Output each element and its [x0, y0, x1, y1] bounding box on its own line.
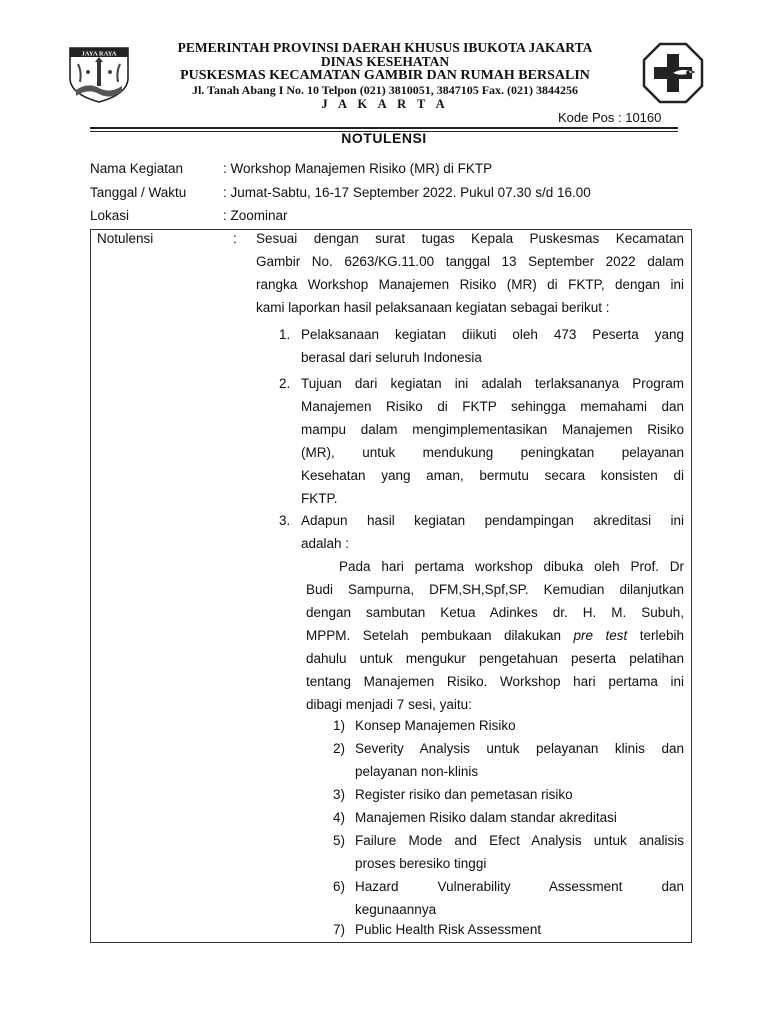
session-line: Failure Mode and Efect Analysis untuk analisis: [355, 833, 684, 848]
session-line: Manajemen Risiko dalam standar akreditasi: [355, 810, 617, 825]
session-line: Register risiko dan pemetasan risiko: [355, 787, 573, 802]
header-city: J A K A R T A: [321, 97, 449, 111]
point-line: berasal dari seluruh Indonesia: [301, 350, 482, 365]
intro-line: rangka Workshop Manajemen Risiko (MR) di FKTP, dengan ini: [256, 277, 684, 292]
point-line: Kesehatan yang aman, bermutu secara konsisten di: [301, 468, 684, 483]
document-title: NOTULENSI: [341, 130, 427, 146]
point-number: 1.: [279, 327, 291, 342]
session-line: proses beresiko tinggi: [355, 856, 487, 871]
detail-line: dengan sambutan Ketua Adinkes dr. H. M. Subuh,: [306, 605, 684, 620]
session-number: 5): [333, 833, 346, 848]
detail-text: terlebih: [627, 628, 684, 643]
detail-line: tentang Manajemen Risiko. Workshop hari pertama ini: [306, 674, 684, 689]
detail-line: [306, 624, 684, 647]
session-number: 6): [333, 879, 346, 894]
session-line: kegunaannya: [355, 902, 437, 917]
session-number: 1): [333, 718, 346, 733]
header-address: Jl. Tanah Abang I No. 10 Telpon (021) 3810051, 3847105 Fax. (021) 3844256: [191, 83, 579, 97]
activity-name-label: Nama Kegiatan: [90, 161, 184, 176]
point-number: 3.: [279, 513, 291, 528]
session-line: Hazard Vulnerability Assessment dan: [355, 879, 684, 894]
point-line: Pelaksanaan kegiatan diikuti oleh 473 Peserta yang: [301, 327, 684, 342]
intro-line: Sesuai dengan surat tugas Kepala Puskesmas Kecamatan: [256, 231, 684, 246]
puskesmas-logo: [642, 42, 704, 104]
session-line: Severity Analysis untuk pelayanan klinis dan: [355, 741, 684, 756]
svg-text:JAYA RAYA: JAYA RAYA: [81, 50, 117, 58]
point-line: mampu dalam mengimplementasikan Manajemen Risiko: [301, 422, 684, 437]
detail-line: Pada hari pertama workshop dibuka oleh Prof. Dr: [339, 559, 684, 574]
point-line: Adapun hasil kegiatan pendampingan akreditasi ini: [301, 513, 684, 528]
detail-line: dahulu untuk mengukur pengetahuan peserta pelatihan: [306, 651, 684, 666]
point-line: Manajemen Risiko di FKTP sehingga memahami dan: [301, 399, 684, 414]
session-number: 4): [333, 810, 346, 825]
session-number: 2): [333, 741, 346, 756]
activity-name-value: : Workshop Manajemen Risiko (MR) di FKTP: [223, 161, 493, 176]
session-line: Konsep Manajemen Risiko: [355, 718, 516, 733]
session-line: Public Health Risk Assessment: [355, 922, 542, 937]
session-number: 3): [333, 787, 346, 802]
header-government-name: PEMERINTAH PROVINSI DAERAH KHUSUS IBUKOTA JAKARTA: [177, 40, 593, 55]
header-divider-thick: [90, 127, 678, 129]
detail-text: MPPM. Setelah pembukaan dilakukan: [306, 628, 574, 643]
postal-code: Kode Pos : 10160: [558, 110, 662, 125]
date-time-value: : Jumat-Sabtu, 16-17 September 2022. Pukul 07.30 s/d 16.00: [223, 185, 591, 200]
location-value: : Zoominar: [223, 208, 288, 223]
notulensi-colon: :: [233, 231, 237, 246]
point-line: FKTP.: [301, 491, 338, 506]
detail-line: Budi Sampurna, DFM,SH,Spf,SP. Kemudian dilanjutkan: [306, 582, 684, 597]
point-number: 2.: [279, 376, 291, 391]
session-number: 7): [333, 922, 346, 937]
intro-line: kami laporkan hasil pelaksanaan kegiatan sebagai berikut :: [256, 300, 610, 315]
header-department-name: DINAS KESEHATAN: [320, 54, 450, 69]
point-line: (MR), untuk mendukung peningkatan pelayanan: [301, 445, 684, 460]
jakarta-crest-logo: [66, 42, 132, 104]
notulensi-label: Notulensi: [97, 231, 154, 246]
header-puskesmas-name: PUSKESMAS KECAMATAN GAMBIR DAN RUMAH BERSALIN: [180, 68, 590, 83]
detail-line: dibagi menjadi 7 sesi, yaitu:: [306, 697, 472, 712]
pre-test-term: pre test: [573, 628, 628, 643]
point-line: Tujuan dari kegiatan ini adalah terlaksananya Program: [301, 376, 684, 391]
intro-line: Gambir No. 6263/KG.11.00 tanggal 13 September 2022 dalam: [256, 254, 684, 269]
location-label: Lokasi: [90, 208, 130, 223]
point-line: adalah :: [301, 536, 350, 551]
session-line: pelayanan non-klinis: [355, 764, 479, 779]
date-time-label: Tanggal / Waktu: [90, 185, 187, 200]
